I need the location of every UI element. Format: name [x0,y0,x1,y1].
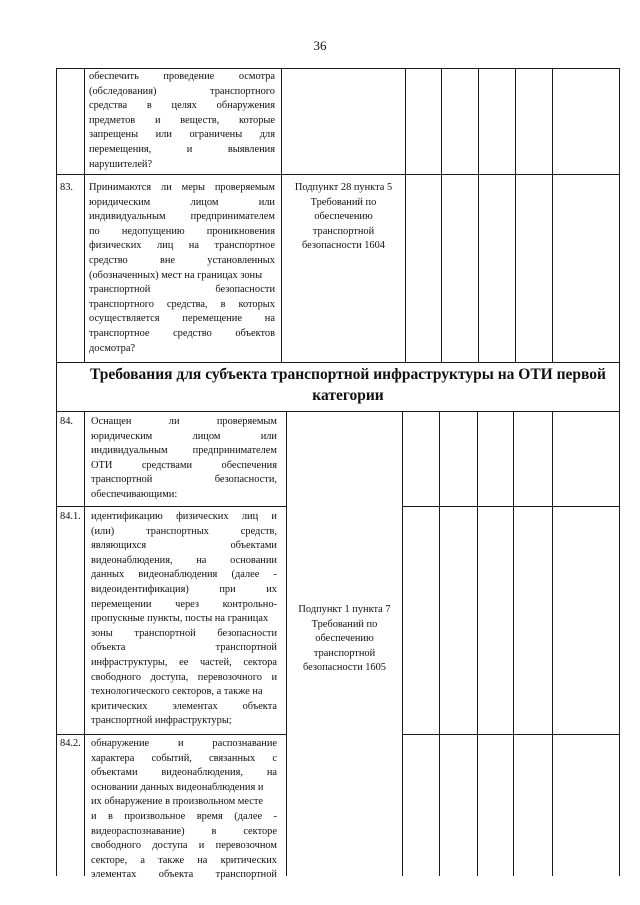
text-line: технологического секторов, а также на [91,686,263,698]
reference-line: Подпункт 28 пункта 5 [294,182,393,193]
reference-line: безопасности 1605 [302,662,387,674]
row-84-2-number: 84.2. [60,738,81,749]
reference-line: безопасности 1604 [301,240,386,252]
text-line: объектами видеонаблюдения, на [91,767,277,779]
text-line: элементах объекта транспортной [91,869,277,881]
text-line: юридическим лицом или [91,430,277,442]
row-84-text [91,415,277,503]
text-line: ОТИ средствами обеспечения [91,459,277,471]
text-line: перемещения, и выявления [89,143,275,155]
reference-line: обеспечению [314,211,373,223]
text-line: и в произвольное время (далее - [91,810,277,822]
text-line: характера событий, связанных с [91,752,277,764]
row-84-2-text [91,737,277,883]
text-line: их обнаружение в произвольном месте [91,796,263,808]
text-line: критических элементах объекта [91,700,277,712]
text-line: физических лиц на транспортное [89,240,275,252]
text-line: (или) транспортных средств, [91,525,277,537]
text-line: перемещении через контрольно- [91,598,277,610]
text-line: транспортного средства, в которых [89,298,275,310]
section-title-line: категории [312,387,384,404]
text-line: транспортной безопасности, [91,474,277,486]
text-line: обнаружение и распознавание [91,738,277,749]
text-line: основании данных видеонаблюдения и [91,781,264,793]
row-84-1-reference [287,603,402,676]
text-line: транспортное средство объектов [89,327,275,339]
row-83-text [89,181,275,356]
text-line: (обследования) транспортного [89,85,275,97]
reference-line: Требований по [311,618,378,630]
reference-line: Требований по [310,196,377,208]
text-line: обеспечить проведение осмотра [89,71,275,82]
text-line: видеоидентификация) при их [91,583,277,595]
reference-line: Подпункт 1 пункта 7 [298,604,391,615]
text-line: средство вне установленных [89,254,275,266]
reference-line: обеспечению [315,633,374,645]
text-line: видеораспознавание) в секторе [91,825,277,837]
text-line: по недопущению проникновения [89,225,275,237]
text-line: объекта транспортной [91,642,277,654]
text-line: инфраструктуры, ее частей, сектора [91,656,277,668]
text-line: зоны транспортной безопасности [91,627,277,639]
text-line: свободного доступа, перевозочного и [91,671,277,683]
text-line: обеспечивающими: [91,488,178,500]
text-line: предметов и веществ, которые [89,114,275,126]
reference-line: транспортной [313,647,376,659]
text-line: (обозначенных) мест на границах зоны [89,269,263,281]
row-cont-text [89,70,275,172]
text-line: видеонаблюдения, на основании [91,554,277,566]
text-line: запрещены или ограничены для [89,129,275,141]
text-line: свободного доступа и перевозочном [91,840,277,852]
text-line: являющихся объектами [91,540,277,552]
text-line: индивидуальным предпринимателем [89,211,275,223]
text-line: транспортной инфраструктуры; [91,715,232,727]
section-title [56,364,640,406]
row-83-number: 83. [60,182,73,193]
row-84-1-text [91,510,277,729]
row-84-number: 84. [60,416,73,427]
text-line: пропускные пункты, посты на границах [91,613,269,625]
text-line: секторе, а также на критических [91,854,277,866]
text-line: юридическим лицом или [89,196,275,208]
text-line: идентификацию физических лиц и [91,511,277,522]
text-line: Оснащен ли проверяемым [91,416,277,427]
text-line: данных видеонаблюдения (далее - [91,569,277,581]
page-number: 36 [313,38,327,53]
row-84-1-number: 84.1. [60,511,81,522]
text-line: осуществляется перемещение на [89,313,275,325]
row-83-reference [282,181,405,254]
text-line: Принимаются ли меры проверяемым [89,182,275,193]
section-title-line: Требования для субъекта транспортной инфраструктуры на ОТИ первой [90,366,606,383]
text-line: транспортной безопасности [89,284,275,296]
text-line: индивидуальным предпринимателем [91,445,277,457]
reference-line: транспортной [312,225,375,237]
text-line: досмотра? [89,342,136,354]
text-line: средства в целях обнаружения [89,100,275,112]
text-line: нарушителей? [89,158,153,170]
